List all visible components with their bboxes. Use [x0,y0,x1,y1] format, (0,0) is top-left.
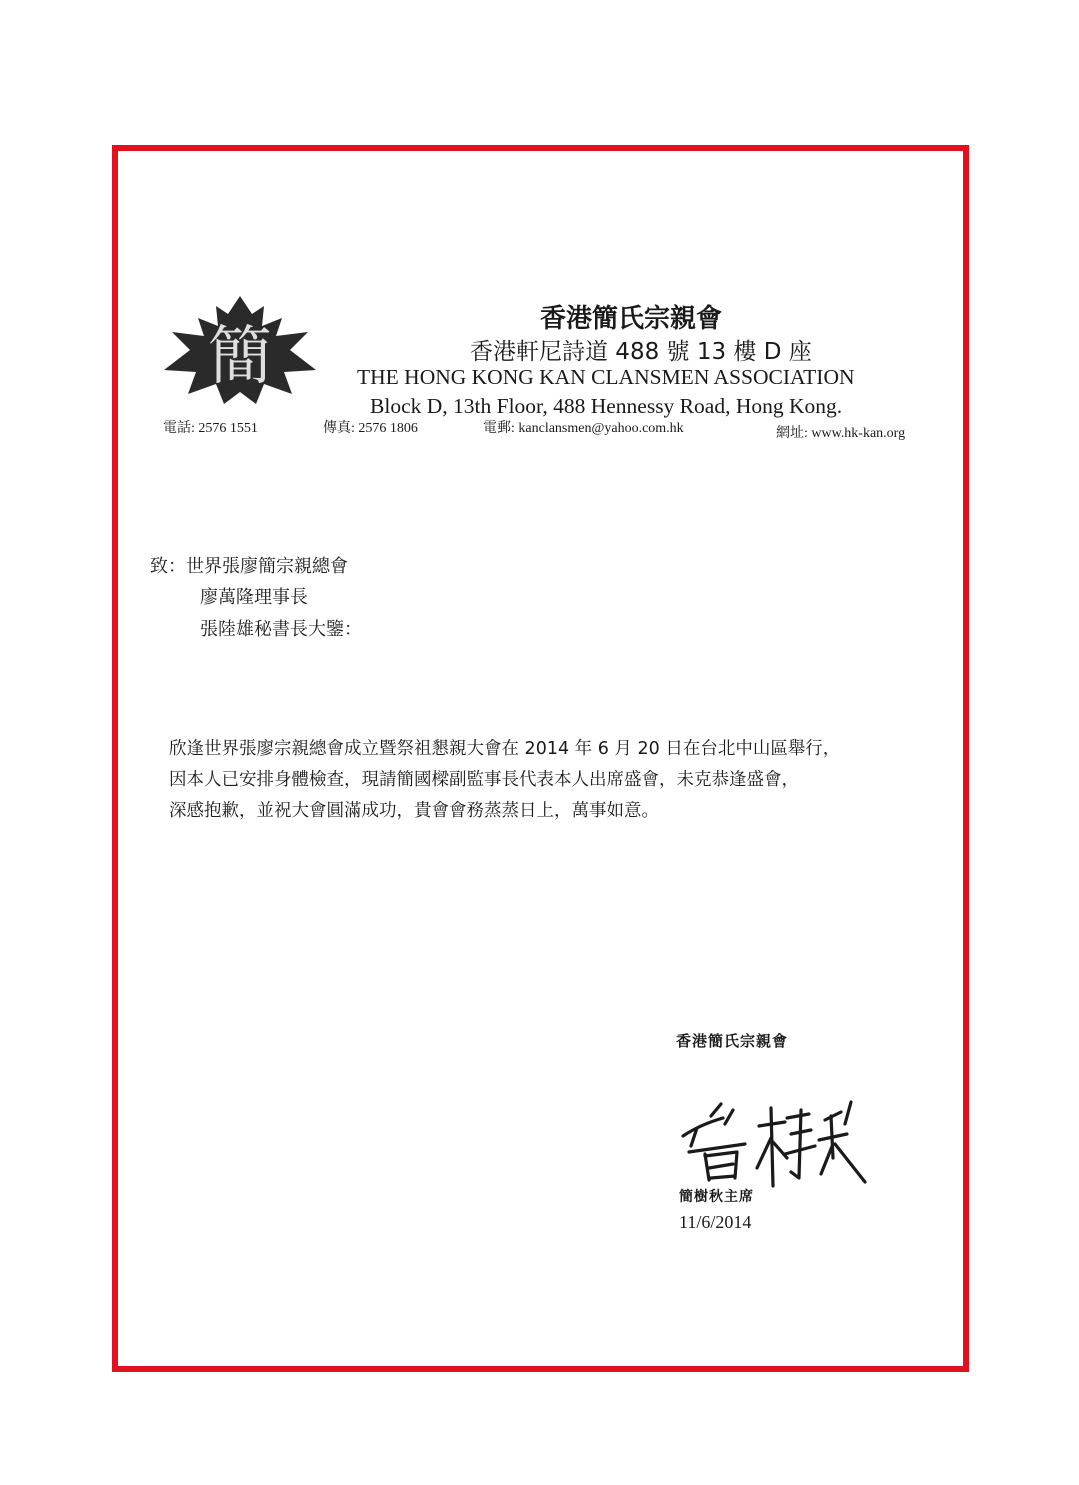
address-english: Block D, 13th Floor, 488 Hennessy Road, Hong Kong. [370,394,843,418]
letter-date: 11/6/2014 [679,1212,752,1232]
recipient-line-organization: 致：世界張廖簡宗親總會 [150,556,348,577]
logo-character: 簡 [208,320,272,394]
contact-email: 電郵: kanclansmen@yahoo.com.hk [483,421,684,436]
org-name-chinese: 香港簡氏宗親會 [540,304,723,334]
contact-telephone: 電話: 2576 1551 [163,421,258,436]
body-paragraph-line: 因本人已安排身體檢查，現請簡國樑副監事長代表本人出席盛會，未克恭逢盛會， [169,770,799,790]
address-chinese: 香港軒尼詩道 488 號 13 樓 D 座 [470,339,812,365]
recipient-line-chairman: 廖萬隆理事長 [200,587,308,608]
recipient-line-secretary: 張陸雄秘書長大鑒： [200,619,362,640]
contact-website: 網址: www.hk-kan.org [776,426,906,441]
contact-fax: 傳真: 2576 1806 [323,421,418,436]
body-paragraph-line: 深感抱歉，並祝大會圓滿成功，貴會會務蒸蒸日上，萬事如意。 [169,801,659,821]
signer-name-title: 簡樹秋主席 [679,1189,754,1205]
handwritten-signature [675,1098,875,1194]
letter-body [169,734,949,827]
body-paragraph-line: 欣逢世界張廖宗親總會成立暨祭祖懇親大會在 2014 年 6 月 20 日在台北中山區舉行， [169,739,841,759]
association-logo [160,292,320,410]
org-name-english: THE HONG KONG KAN CLANSMEN ASSOCIATION [357,365,855,389]
closing-organization: 香港簡氏宗親會 [676,1032,789,1050]
